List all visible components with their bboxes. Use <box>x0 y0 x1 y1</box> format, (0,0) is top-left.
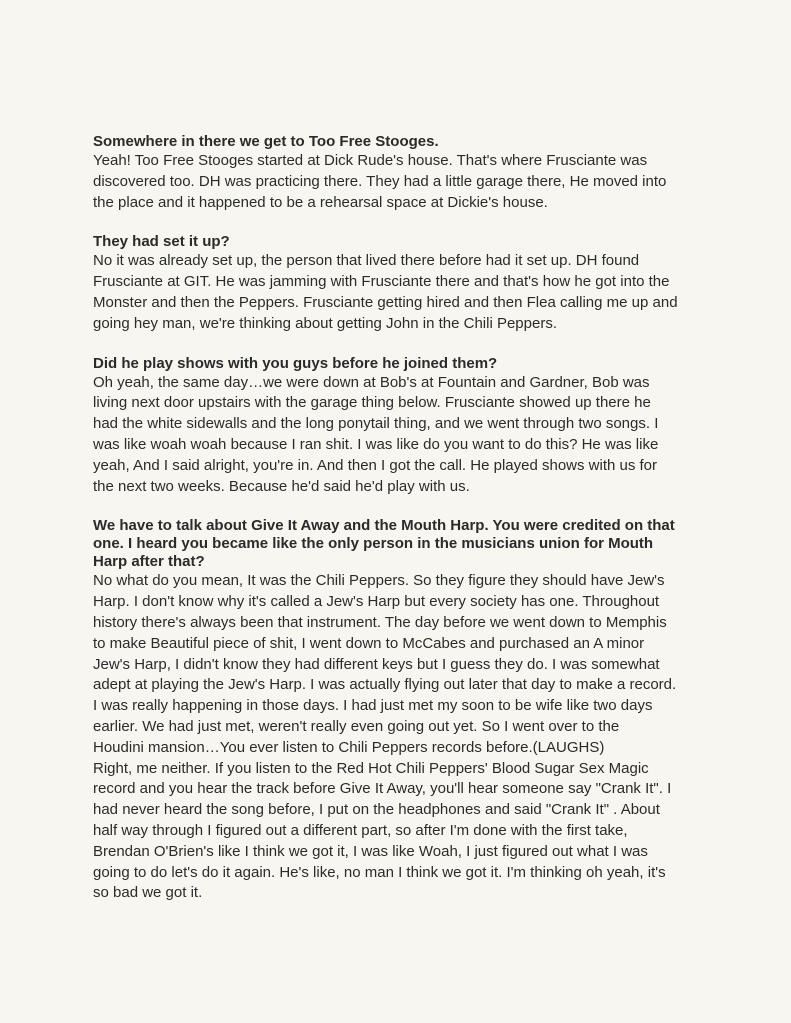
interview-section <box>93 233 705 334</box>
answer-line: record and you hear the track before Give It Away, you'll hear someone say "Crank It". I <box>93 780 672 798</box>
answer-line: Yeah! Too Free Stooges started at Dick Rude's house. That's where Frusciante was <box>93 152 648 169</box>
interview-question <box>93 517 705 571</box>
answer-line: going hey man, we're thinking about getting John in the Chili Peppers. <box>93 314 557 332</box>
answer-line: Brendan O'Brien's like I think we got it, I was like Woah, I just figured out what I was <box>93 842 648 860</box>
answer-line: living next door upstairs with the garage thing below. Frusciante showed up there he <box>93 394 651 412</box>
interview-answer <box>93 151 705 213</box>
answer-line: Right, me neither. If you listen to the Red Hot Chili Peppers' Blood Sugar Sex Magic <box>93 759 649 777</box>
interview-section <box>93 355 705 498</box>
answer-line: the next two weeks. Because he'd said he'd play with us. <box>93 477 470 495</box>
question-line: Harp after that? <box>93 553 205 571</box>
question-line: Did he play shows with you guys before he joined them? <box>93 354 498 372</box>
answer-line: Oh yeah, the same day…we were down at Bob's at Fountain and Gardner, Bob was <box>93 373 650 391</box>
interview-section <box>93 517 705 904</box>
answer-line: Jew's Harp, I didn't know they had different keys but I guess they do. I was somewhat <box>93 655 660 673</box>
answer-line: the place and it happened to be a rehearsal space at Dickie's house. <box>93 193 548 211</box>
question-line: one. I heard you became like the only person in the musicians union for Mouth <box>93 535 654 553</box>
answer-line: was like woah woah because I ran shit. I was like do you want to do this? He was like <box>93 435 659 453</box>
interview-answer <box>93 571 705 904</box>
answer-line: so bad we got it. <box>93 884 203 902</box>
answer-line: Houdini mansion…You ever listen to Chili Peppers records before.(LAUGHS) <box>93 738 605 756</box>
answer-line: adept at playing the Jew's Harp. I was actually flying out later that day to make a record. <box>93 676 677 694</box>
question-line: Somewhere in there we get to Too Free Stooges. <box>93 133 439 150</box>
document-body <box>93 133 705 924</box>
answer-line: going to do let's do it again. He's like, no man I think we got it. I'm thinking oh yeah, it's <box>93 863 666 881</box>
interview-question <box>93 233 705 251</box>
interview-question <box>93 133 705 151</box>
interview-answer <box>93 373 705 498</box>
answer-line: earlier. We had just met, weren't really even going out yet. So I went over to the <box>93 717 620 735</box>
interview-answer <box>93 251 705 334</box>
answer-line: half way through I figured out a different part, so after I'm done with the first take, <box>93 821 628 839</box>
answer-line: No what do you mean, It was the Chili Peppers. So they figure they should have Jew's <box>93 572 665 590</box>
answer-line: I was really happening in those days. I had just met my soon to be wife like two days <box>93 697 653 715</box>
interview-question <box>93 355 705 373</box>
question-line: We have to talk about Give It Away and the Mouth Harp. You were credited on that <box>93 517 675 535</box>
answer-line: had the white sidewalls and the long ponytail thing, and we went through two songs. I <box>93 415 659 433</box>
answer-line: to make Beautiful piece of shit, I went down to McCabes and purchased an A minor <box>93 634 645 652</box>
interview-section <box>93 133 705 213</box>
answer-line: discovered too. DH was practicing there. They had a little garage there, He moved into <box>93 172 667 190</box>
answer-line: Frusciante at GIT. He was jamming with Frusciante there and that's how he got into the <box>93 273 670 291</box>
answer-line: Monster and then the Peppers. Frusciante getting hired and then Flea calling me up and <box>93 293 678 311</box>
answer-line: had never heard the song before, I put on the headphones and said "Crank It" . About <box>93 801 660 819</box>
answer-line: yeah, And I said alright, you're in. And then I got the call. He played shows with us for <box>93 456 658 474</box>
answer-line: Harp. I don't know why it's called a Jew's Harp but every society has one. Throughout <box>93 593 660 611</box>
question-line: They had set it up? <box>93 233 230 251</box>
answer-line: history there's always been that instrument. The day before we went down to Memphis <box>93 613 667 631</box>
answer-line: No it was already set up, the person that lived there before had it set up. DH found <box>93 252 640 270</box>
